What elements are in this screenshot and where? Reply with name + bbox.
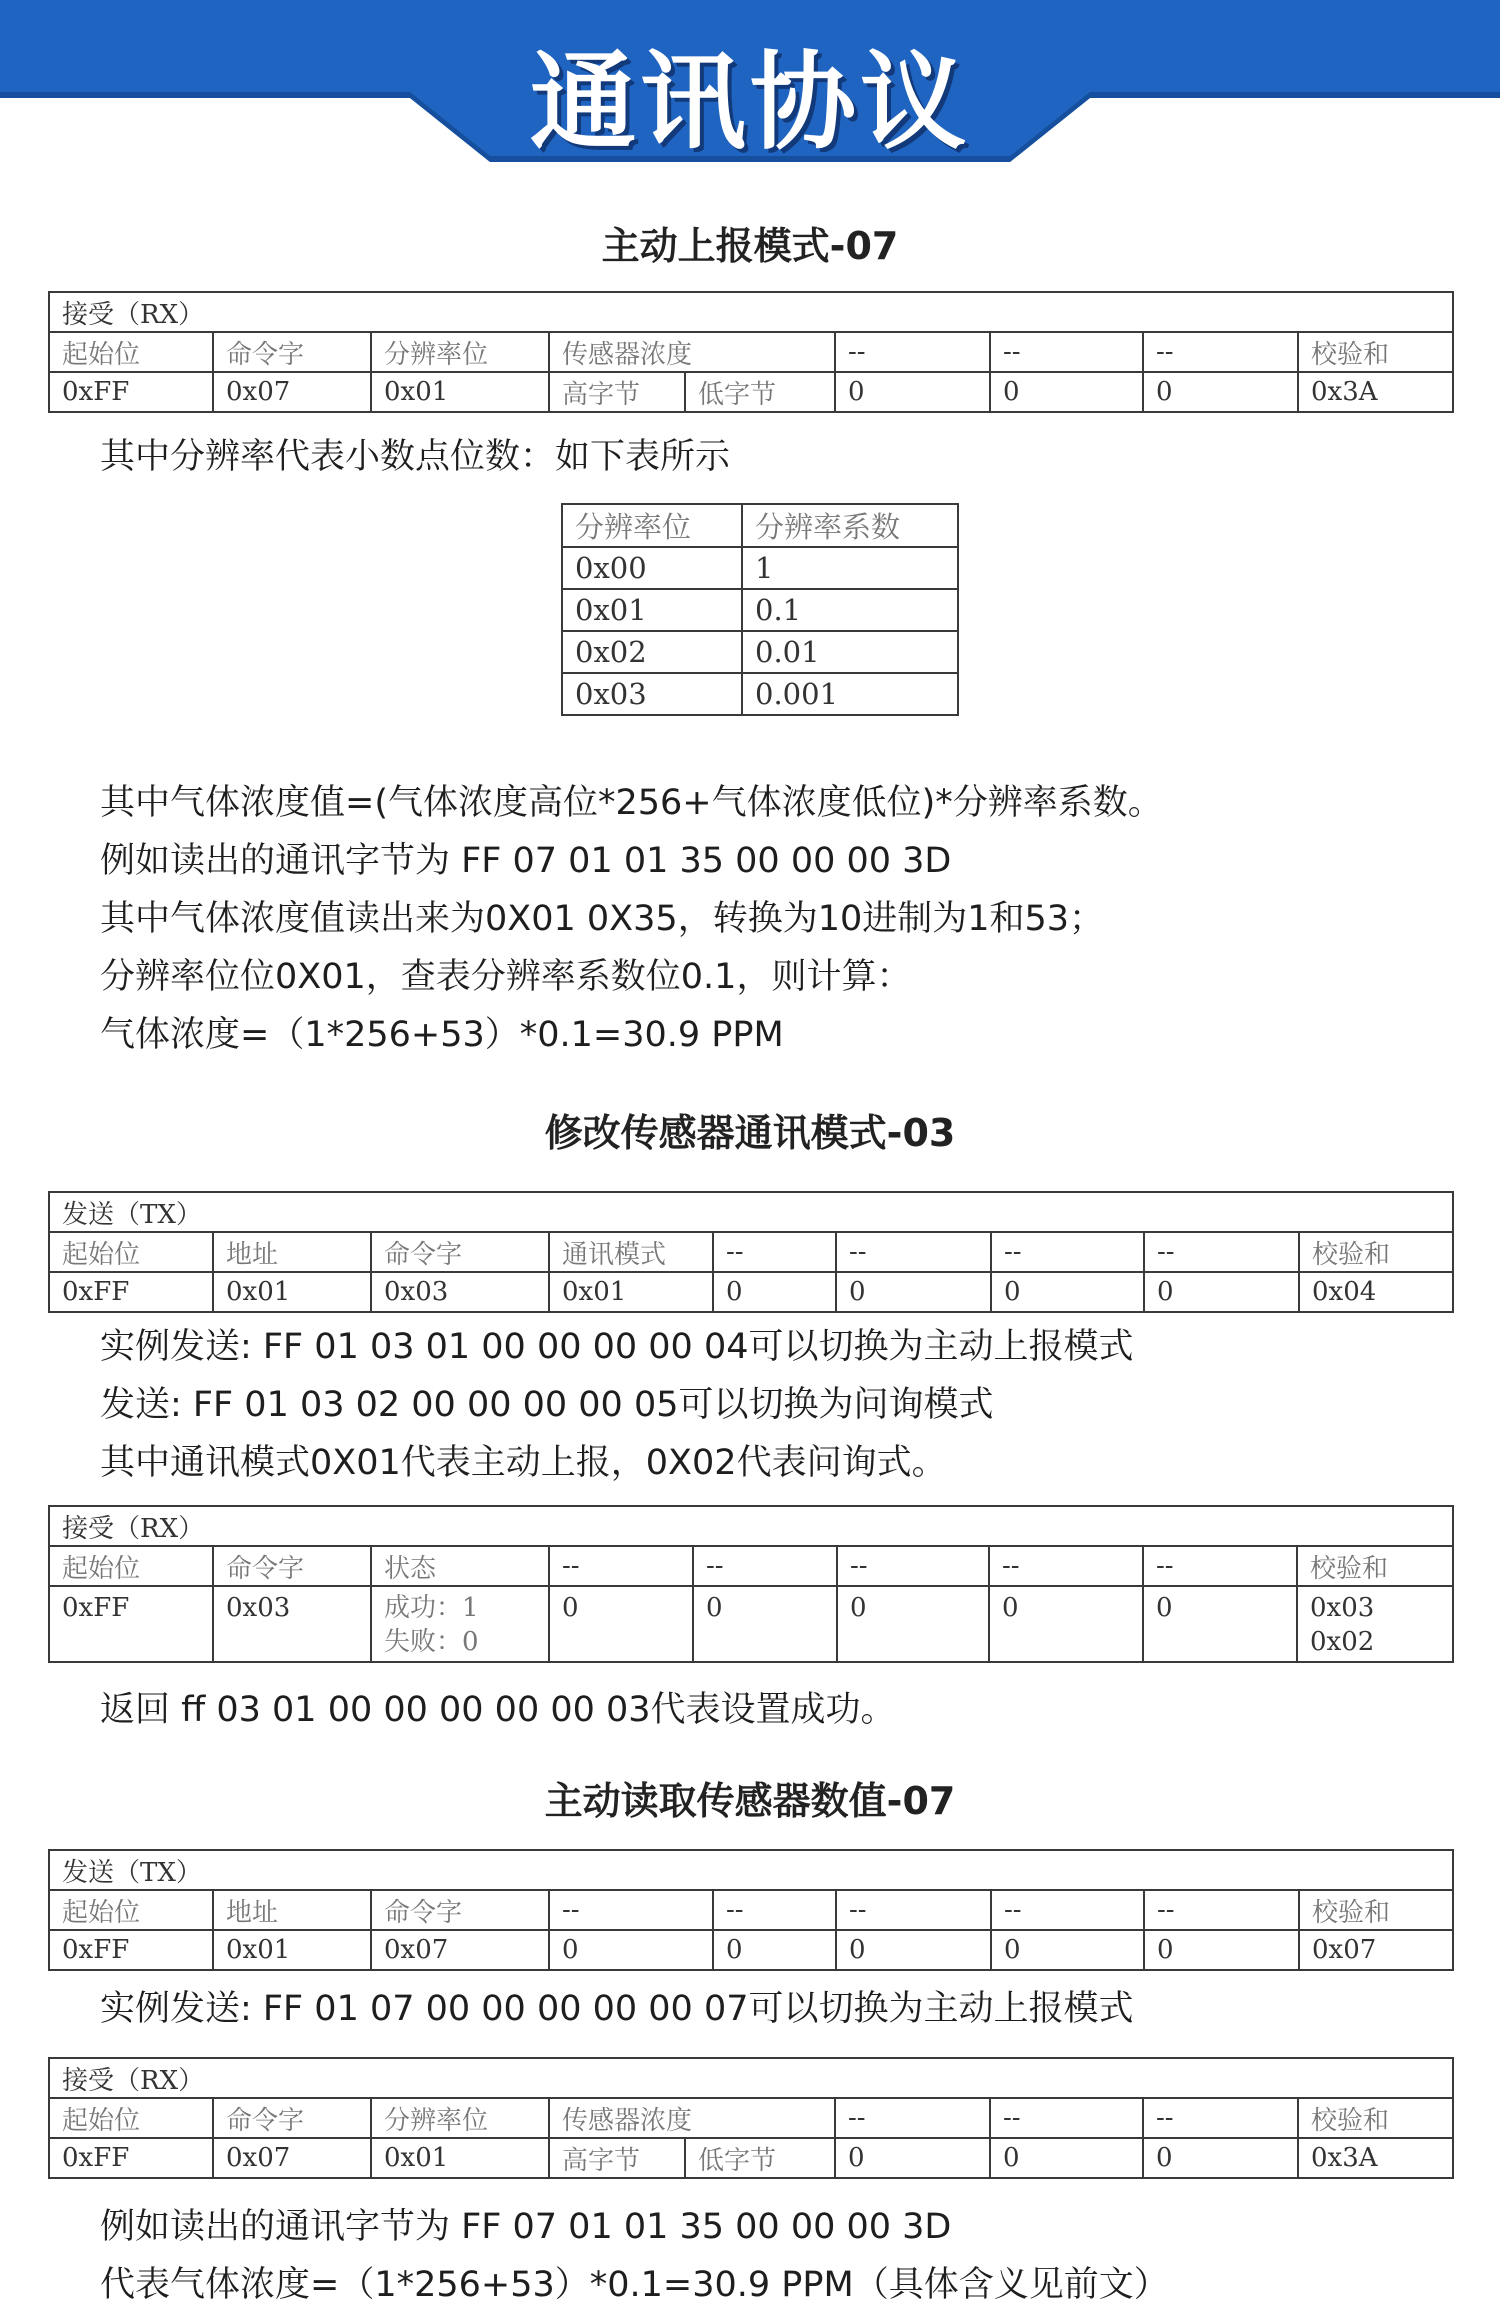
section-heading-active-report: 主动上报模式-07: [601, 224, 899, 268]
page-title: 通讯协议: [530, 41, 970, 164]
header-banner: [0, 0, 1500, 168]
table-header-row: 起始位 命令字 分辨率位 传感器浓度 -- -- -- 校验和: [49, 2098, 1453, 2138]
table-row: 0xFF 0x01 0x07 0 0 0 0 0 0x07: [49, 1930, 1453, 1970]
rx-table-active-report: [48, 291, 1454, 413]
table-header-row: 起始位 地址 命令字 通讯模式 -- -- -- -- 校验和: [49, 1232, 1453, 1272]
table-caption: 发送（TX）: [49, 1192, 1453, 1232]
tx-table-modify-mode: [48, 1191, 1454, 1313]
table-row: 0xFF 0x03 成功：1 失败：0 0 0 0 0 0 0x03 0x02: [49, 1586, 1453, 1662]
table-row: 0x03 0.001: [562, 673, 958, 715]
table-header-row: 起始位 命令字 分辨率位 传感器浓度 -- -- -- 校验和: [49, 332, 1453, 372]
table-caption: 接受（RX）: [49, 1506, 1453, 1546]
rx-table-modify-mode: [48, 1505, 1454, 1663]
return-note: 返回 ff 03 01 00 00 00 00 00 03代表设置成功。: [100, 1690, 896, 1730]
section-heading-active-read: 主动读取传感器数值-07: [544, 1779, 956, 1823]
table-row: 0x00 1: [562, 547, 958, 589]
resolution-table: [561, 503, 959, 716]
rx-table-active-read: [48, 2057, 1454, 2179]
table-caption: 接受（RX）: [49, 292, 1453, 332]
calculation-explanation: 其中气体浓度值=(气体浓度高位*256+气体浓度低位)*分辨率系数。 例如读出的通讯字节为 FF 07 01 01 35 00 00 00 3D 其中气体浓度值读出来为0X01 0X35，转换为10进制为1和53； 分辨率位位0X01，查表分辨率系数位0.1，则计算： 气体浓度=（1*256+53）*0.1=30.9 PPM: [100, 783, 1163, 1055]
table-row: 0xFF 0x01 0x03 0x01 0 0 0 0 0x04: [49, 1272, 1453, 1312]
mode-switch-examples: 实例发送: FF 01 03 01 00 00 00 00 04可以切换为主动上报模式 发送: FF 01 03 02 00 00 00 00 05可以切换为问询模式 其中通讯模式0X01代表主动上报，0X02代表问询式。: [100, 1327, 1134, 1483]
tx-table-active-read: [48, 1849, 1454, 1971]
table-row: 0x01 0.1: [562, 589, 958, 631]
table-header-row: 分辨率位 分辨率系数: [562, 504, 958, 547]
table-row: 0xFF 0x07 0x01 高字节 低字节 0 0 0 0x3A: [49, 372, 1453, 412]
table-row: 0x02 0.01: [562, 631, 958, 673]
table-row: 0xFF 0x07 0x01 高字节 低字节 0 0 0 0x3A: [49, 2138, 1453, 2178]
read-explanation: 例如读出的通讯字节为 FF 07 01 01 35 00 00 00 3D 代表气体浓度=（1*256+53）*0.1=30.9 PPM（具体含义见前文）: [100, 2207, 1169, 2305]
table-caption: 接受（RX）: [49, 2058, 1453, 2098]
resolution-note: 其中分辨率代表小数点位数：如下表所示: [100, 437, 731, 477]
table-header-row: 起始位 命令字 状态 -- -- -- -- -- 校验和: [49, 1546, 1453, 1586]
table-header-row: 起始位 地址 命令字 -- -- -- -- -- 校验和: [49, 1890, 1453, 1930]
section-heading-modify-mode: 修改传感器通讯模式-03: [544, 1111, 956, 1155]
table-caption: 发送（TX）: [49, 1850, 1453, 1890]
read-example: 实例发送: FF 01 07 00 00 00 00 00 07可以切换为主动上报模式: [100, 1989, 1134, 2029]
